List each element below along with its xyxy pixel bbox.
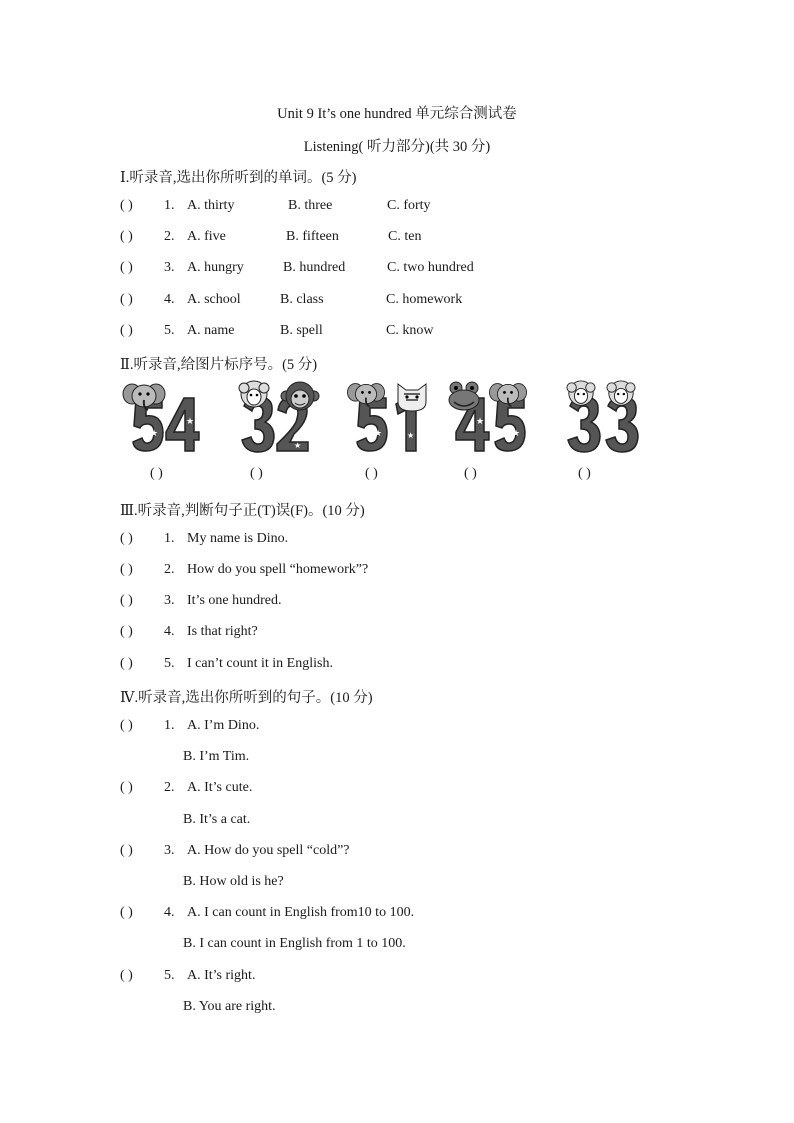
- elephant-icon: [346, 380, 386, 410]
- option-a: A. name: [187, 323, 235, 338]
- picture-answer-5[interactable]: ( ): [578, 466, 591, 481]
- svg-text:★: ★: [580, 434, 589, 444]
- option-b: B. hundred: [283, 260, 346, 275]
- monkey-icon: [280, 380, 320, 414]
- elephant-icon: [488, 380, 528, 410]
- svg-text:★: ★: [618, 434, 627, 444]
- item-number: 2.: [164, 780, 175, 795]
- picture-answer-3[interactable]: ( ): [365, 466, 378, 481]
- option-a: A. How do you spell “cold”?: [187, 843, 350, 858]
- answer-blank[interactable]: ( ): [120, 968, 133, 983]
- picture-5[interactable]: [558, 380, 658, 458]
- picture-answer-4[interactable]: ( ): [464, 466, 477, 481]
- answer-blank[interactable]: ( ): [120, 260, 133, 275]
- item-number: 4.: [164, 292, 175, 307]
- picture-2[interactable]: [230, 380, 330, 458]
- page-subtitle: Listening( 听力部分)(共 30 分): [303, 139, 491, 155]
- answer-blank[interactable]: ( ): [120, 905, 133, 920]
- option-c: C. two hundred: [387, 260, 474, 275]
- answer-blank[interactable]: ( ): [120, 656, 133, 671]
- answer-blank[interactable]: ( ): [120, 531, 133, 546]
- sheep-icon: [604, 380, 638, 410]
- digit-4-icon: [164, 394, 200, 454]
- option-c: C. homework: [386, 292, 463, 307]
- option-a: A. I can count in English from10 to 100.: [187, 905, 415, 920]
- svg-text:★: ★: [186, 416, 195, 426]
- answer-blank[interactable]: ( ): [120, 198, 133, 213]
- page-title: Unit 9 It’s one hundred 单元综合测试卷: [277, 106, 517, 122]
- option-b: B. I can count in English from 1 to 100.: [183, 936, 406, 951]
- option-c: C. forty: [387, 198, 431, 213]
- item-number: 2.: [164, 229, 175, 244]
- svg-text:★: ★: [294, 441, 302, 450]
- item-number: 5.: [164, 656, 175, 671]
- option-a: A. I’m Dino.: [187, 718, 260, 733]
- option-c: C. ten: [388, 229, 422, 244]
- sheep-icon: [564, 380, 598, 410]
- answer-blank[interactable]: ( ): [120, 624, 133, 639]
- section4-heading: Ⅳ.听录音,选出你所听到的句子。(10 分): [120, 690, 373, 706]
- item-number: 3.: [164, 260, 175, 275]
- option-b: B. How old is he?: [183, 874, 284, 889]
- answer-blank[interactable]: ( ): [120, 562, 133, 577]
- answer-blank[interactable]: ( ): [120, 780, 133, 795]
- option-b: B. three: [288, 198, 333, 213]
- answer-blank[interactable]: ( ): [120, 843, 133, 858]
- answer-blank[interactable]: ( ): [120, 292, 133, 307]
- answer-blank[interactable]: ( ): [120, 718, 133, 733]
- svg-text:★: ★: [512, 428, 521, 438]
- item-number: 3.: [164, 843, 175, 858]
- sentence: I can’t count it in English.: [187, 656, 333, 671]
- option-a: A. school: [187, 292, 241, 307]
- elephant-icon: [122, 380, 166, 414]
- option-b: B. I’m Tim.: [183, 749, 250, 764]
- item-number: 1.: [164, 198, 175, 213]
- option-c: C. know: [386, 323, 434, 338]
- option-b: B. You are right.: [183, 999, 276, 1014]
- item-number: 1.: [164, 531, 175, 546]
- item-number: 5.: [164, 968, 175, 983]
- section2-heading: Ⅱ.听录音,给图片标序号。(5 分): [120, 357, 318, 373]
- sentence: My name is Dino.: [187, 531, 289, 546]
- sheep-icon: [236, 380, 272, 412]
- picture-answer-1[interactable]: ( ): [150, 466, 163, 481]
- option-a: A. five: [187, 229, 226, 244]
- picture-strip: [118, 380, 658, 458]
- option-a: A. It’s cute.: [187, 780, 253, 795]
- option-b: B. It’s a cat.: [183, 812, 251, 827]
- item-number: 3.: [164, 593, 175, 608]
- answer-blank[interactable]: ( ): [120, 593, 133, 608]
- option-a: A. It’s right.: [187, 968, 256, 983]
- cat-icon: [394, 380, 430, 412]
- svg-text:★: ★: [254, 434, 263, 444]
- svg-text:★: ★: [150, 428, 159, 438]
- item-number: 5.: [164, 323, 175, 338]
- item-number: 4.: [164, 905, 175, 920]
- option-b: B. spell: [280, 323, 323, 338]
- svg-text:★: ★: [476, 416, 485, 426]
- sentence: It’s one hundred.: [187, 593, 282, 608]
- sentence: Is that right?: [187, 624, 258, 639]
- frog-icon: [446, 380, 482, 412]
- option-b: B. class: [280, 292, 324, 307]
- answer-blank[interactable]: ( ): [120, 323, 133, 338]
- svg-text:★: ★: [407, 431, 415, 440]
- item-number: 4.: [164, 624, 175, 639]
- item-number: 1.: [164, 718, 175, 733]
- section1-heading: Ⅰ.听录音,选出你所听到的单词。(5 分): [120, 170, 357, 186]
- option-b: B. fifteen: [286, 229, 339, 244]
- picture-answer-2[interactable]: ( ): [250, 466, 263, 481]
- answer-blank[interactable]: ( ): [120, 229, 133, 244]
- option-a: A. thirty: [187, 198, 235, 213]
- option-a: A. hungry: [187, 260, 244, 275]
- picture-1[interactable]: [118, 380, 218, 458]
- picture-4[interactable]: [444, 380, 544, 458]
- picture-3[interactable]: [346, 380, 446, 458]
- section3-heading: Ⅲ.听录音,判断句子正(T)误(F)。(10 分): [120, 503, 365, 519]
- svg-text:★: ★: [374, 428, 383, 438]
- item-number: 2.: [164, 562, 175, 577]
- sentence: How do you spell “homework”?: [187, 562, 369, 577]
